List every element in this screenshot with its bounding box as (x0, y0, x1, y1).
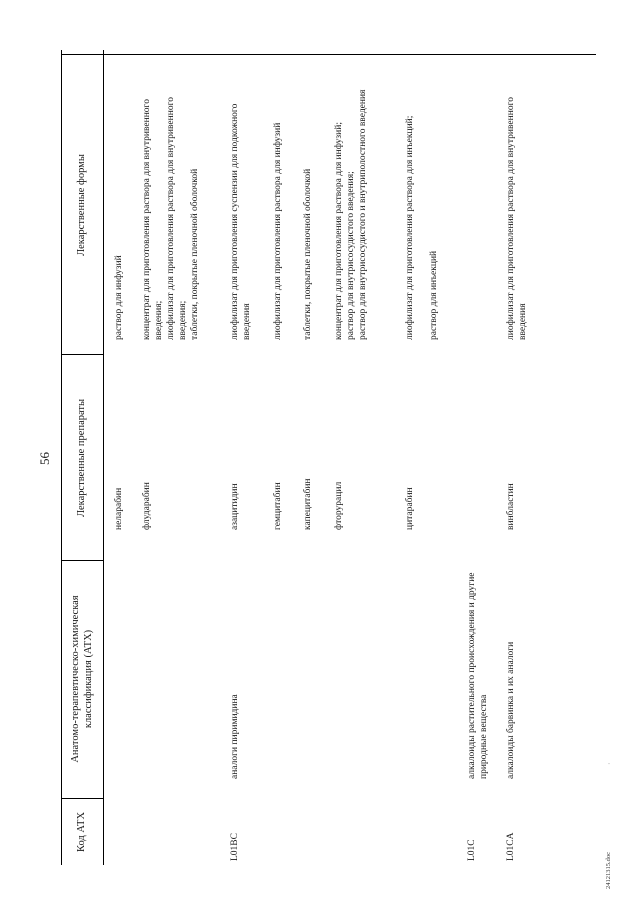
atc-classification: алкалоиды растительного происхождения и другие природные вещества (467, 572, 489, 779)
dosage-form: раствор для внутрисосудистого и внутриполостного введения (358, 89, 368, 340)
dosage-form: раствор для внутрисосудистого введения; (346, 171, 356, 340)
atc-code: L01BC (230, 833, 240, 861)
header-classification: Анатомо-терапевтическо-химическая классификация (АТХ) (70, 595, 94, 763)
dosage-form: раствор для инъекций (429, 250, 439, 340)
dosage-form: раствор для инфузий (114, 255, 124, 340)
drug-name: гемцитабин (273, 482, 283, 530)
dosage-form: концентрат для приготовления раствора для инфузий; (334, 122, 344, 340)
dosage-form: таблетки, покрытые пленочной оболочкой (303, 168, 313, 340)
dosage-form: лиофилизат для приготовления раствора для инфузий (273, 122, 283, 340)
table-top-rule (61, 50, 62, 865)
header-code: Код АТХ (76, 811, 87, 853)
footer-filename: 24121315.doc (605, 851, 612, 889)
drug-name: капецитабин (303, 478, 313, 530)
dosage-form: лиофилизат для приготовления раствора для внутривенного введения; (166, 97, 188, 340)
atc-classification: алкалоиды барвинка и их аналоги (506, 641, 516, 779)
header-drugs: Лекарственные препараты (76, 398, 87, 518)
drug-name: азацитидин (230, 483, 240, 530)
dosage-form: таблетки, покрытые пленочной оболочкой (190, 168, 200, 340)
atc-classification: аналоги пиримидина (230, 694, 240, 779)
drug-name: винбластин (506, 483, 516, 530)
stray-mark: · (605, 762, 614, 765)
dosage-form: лиофилизат для приготовления раствора для внутривенного введения (506, 97, 528, 340)
drug-name: фторурацил (334, 481, 344, 530)
dosage-form: лиофилизат для приготовления суспензии для подкожного введения (230, 103, 252, 340)
drug-name: неларабин (114, 487, 124, 530)
header-forms: Лекарственные формы (76, 154, 87, 256)
drug-name: флударабин (142, 482, 152, 530)
drug-name: цитарабин (405, 487, 415, 530)
header-bottom-rule (103, 50, 104, 865)
col-divider-4 (61, 54, 596, 55)
drug-table (61, 50, 596, 865)
atc-code: L01C (467, 839, 477, 861)
dosage-form: концентрат для приготовления раствора для внутривенного введения; (142, 99, 164, 340)
dosage-form: лиофилизат для приготовления раствора для инъекций; (405, 115, 415, 340)
atc-code: L01CA (506, 832, 516, 861)
page-number: 56 (37, 452, 52, 465)
